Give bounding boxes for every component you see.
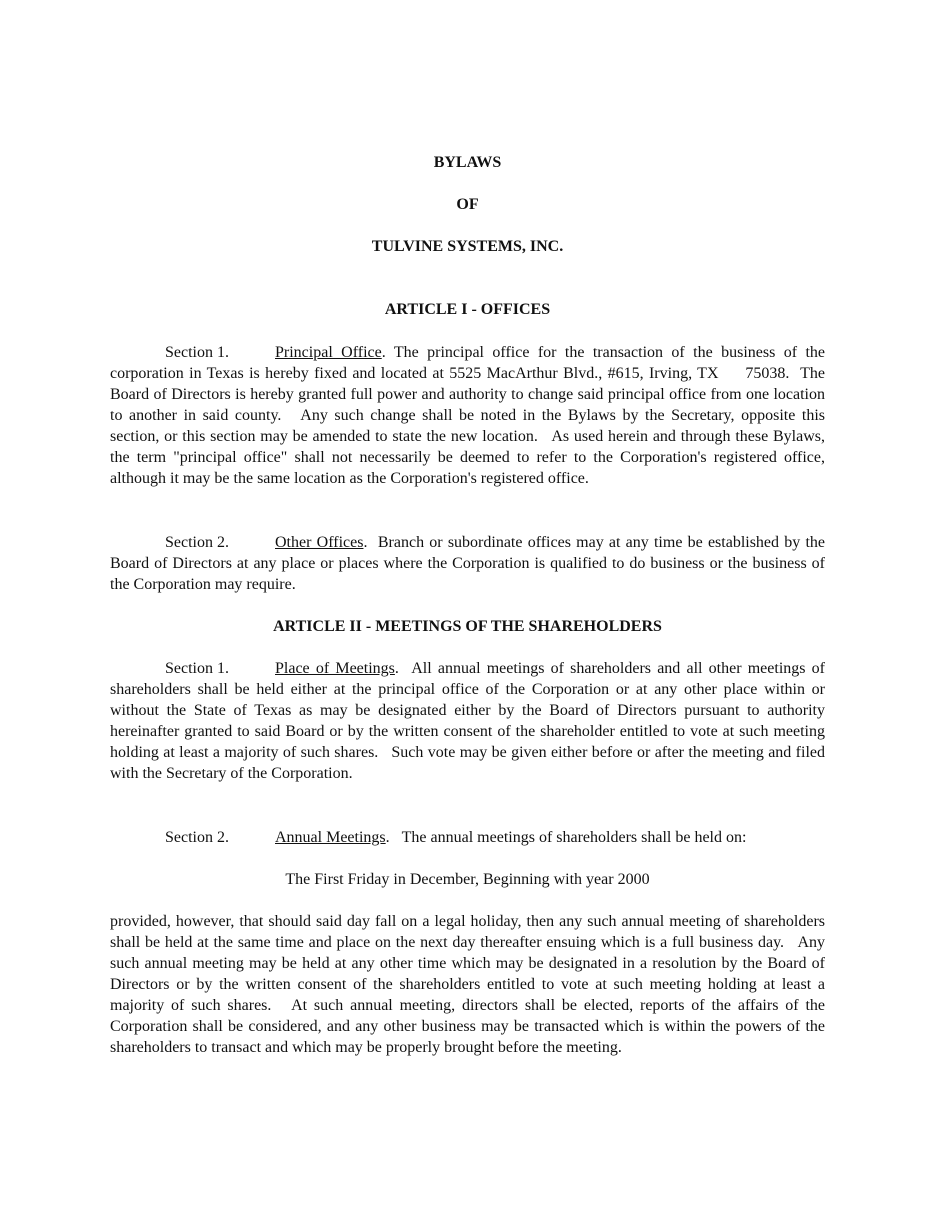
section-text: . The annual meetings of shareholders shall be held on: xyxy=(385,829,747,846)
company-name: TULVINE SYSTEMS, INC. xyxy=(371,238,564,255)
section-paragraph xyxy=(110,658,825,784)
section-paragraph xyxy=(110,342,825,489)
section-paragraph xyxy=(110,532,825,595)
section-text: . Branch or subordinate offices may at any time be established by the Board of Directors at any place or places where the Corporation is qualified to do business or the business of the Corporation may require. xyxy=(110,534,826,593)
document-title: BYLAWS xyxy=(433,154,502,171)
section-text: . All annual meetings of shareholders and all other meetings of shareholders shall be held either at the principal office of the Corporation or at any other place within or without the State of Texas as may be designated either by the Board of Directors pursuant to authority hereinafter granted to said Board or by the written consent of the shareholder entitled to vote at such meeting holding at least a majority of such shares. Such vote may be given either before or after the meeting and filed with the Secretary of the Corporation. xyxy=(110,660,825,782)
article-heading: ARTICLE I - OFFICES xyxy=(384,301,551,318)
section-paragraph xyxy=(110,827,825,848)
section-heading: Annual Meetings xyxy=(275,829,386,846)
section-number: Section 1. xyxy=(165,660,229,677)
section-continuation: provided, however, that should said day fall on a legal holiday, then any such annual meeting of shareholders shall be held at the same time and place on the next day thereafter ensuing which is a full business day. Any such annual meeting may be held at any other time which may be designated in a resolution by the Board of Directors or by the written consent of the shareholders entitled to vote at such meeting holding at least a majority of such shares. At such annual meeting, directors shall be elected, reports of the affairs of the Corporation shall be considered, and any other business may be transacted which is within the powers of the shareholders to transact and which may be properly brought before the meeting. xyxy=(110,913,825,1056)
article-heading: ARTICLE II - MEETINGS OF THE SHAREHOLDERS xyxy=(273,618,662,635)
section-heading: Principal Office xyxy=(275,344,382,361)
section-number: Section 2. xyxy=(165,534,229,551)
section-heading: Other Offices xyxy=(275,534,364,551)
section-heading: Place of Meetings xyxy=(275,660,395,677)
meeting-date-line: The First Friday in December, Beginning with year 2000 xyxy=(285,871,650,888)
document-title-of: OF xyxy=(456,196,479,213)
section-number: Section 1. xyxy=(165,344,229,361)
section-number: Section 2. xyxy=(165,829,229,846)
section-text: . The principal office for the transaction of the business of the corporation in Texas is hereby fixed and located at 5525 MacArthur Blvd., #615, Irving, TX 75038. The Board of Directors is hereby granted full power and authority to change said principal office from one location to another in said county. Any such change shall be noted in the Bylaws by the Secretary, opposite this section, or this section may be amended to state the new location. As used herein and through these Bylaws, the term "principal office" shall not necessarily be deemed to refer to the Corporation's registered office, although it may be the same location as the Corporation's registered office. xyxy=(110,344,826,487)
